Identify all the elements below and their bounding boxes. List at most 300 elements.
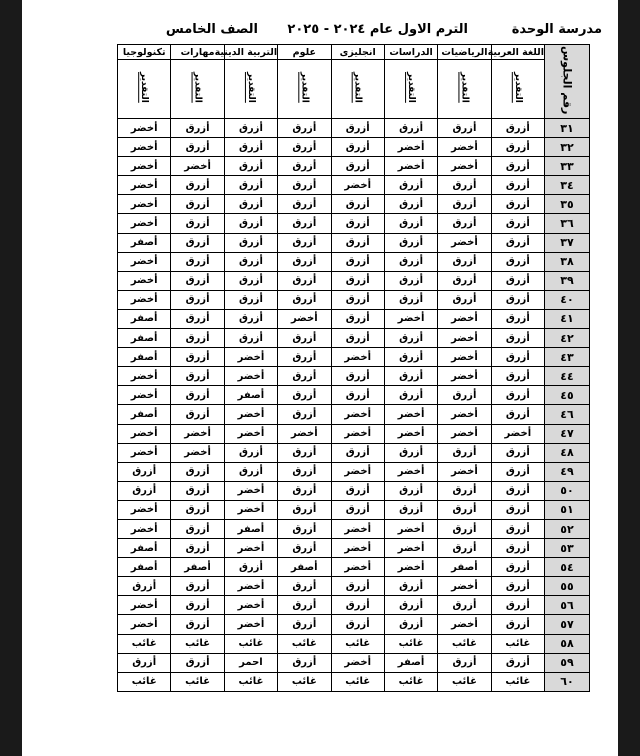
grade-cell: أصفر: [278, 558, 331, 577]
grade-cell: أزرق: [171, 214, 224, 233]
grade-cell: أزرق: [331, 214, 384, 233]
seat-number-cell: ٥٦: [545, 596, 590, 615]
estimate-header: [491, 60, 544, 119]
grade-cell: أخضر: [118, 271, 171, 290]
grade-cell: أزرق: [278, 348, 331, 367]
grade-cell: أزرق: [278, 119, 331, 138]
grade-cell: أزرق: [224, 214, 277, 233]
grade-cell: غائب: [278, 672, 331, 691]
grade-cell: أزرق: [278, 653, 331, 672]
grade-cell: أزرق: [171, 481, 224, 500]
grade-cell: أزرق: [384, 577, 437, 596]
grade-cell: أزرق: [491, 577, 544, 596]
grade-cell: أزرق: [331, 481, 384, 500]
grade-cell: أزرق: [384, 233, 437, 252]
grade-cell: أخضر: [384, 519, 437, 538]
grade-cell: أخضر: [438, 329, 491, 348]
grade-cell: أزرق: [278, 214, 331, 233]
grade-cell: غائب: [491, 672, 544, 691]
grade-cell: أزرق: [384, 271, 437, 290]
grade-cell: أخضر: [118, 443, 171, 462]
seat-number-cell: ٤١: [545, 309, 590, 328]
grade-cell: أزرق: [491, 157, 544, 176]
grade-cell: أزرق: [491, 233, 544, 252]
seat-number-cell: ٤٥: [545, 386, 590, 405]
subject-header: الدراسات: [384, 45, 437, 60]
grade-cell: أزرق: [171, 405, 224, 424]
grade-cell: أخضر: [118, 195, 171, 214]
table-row: [118, 329, 590, 348]
estimate-header: [384, 60, 437, 119]
grade-cell: أزرق: [438, 539, 491, 558]
grade-cell: أزرق: [491, 481, 544, 500]
grade-cell: أزرق: [171, 367, 224, 386]
grade-cell: أخضر: [224, 405, 277, 424]
grade-cell: أزرق: [331, 195, 384, 214]
grade-cell: أخضر: [384, 539, 437, 558]
table-row: [118, 214, 590, 233]
grade-cell: أخضر: [118, 500, 171, 519]
grade-cell: أخضر: [118, 157, 171, 176]
grade-cell: أخضر: [224, 424, 277, 443]
table-row: [118, 443, 590, 462]
grade-cell: أزرق: [171, 577, 224, 596]
grade-cell: أزرق: [438, 271, 491, 290]
grade-cell: أخضر: [331, 462, 384, 481]
grade-cell: أزرق: [171, 500, 224, 519]
grade-cell: أزرق: [438, 653, 491, 672]
grade-cell: أزرق: [278, 271, 331, 290]
grade-cell: أزرق: [118, 481, 171, 500]
school-name: مدرسة الوحدة: [511, 22, 602, 37]
grade-cell: غائب: [171, 672, 224, 691]
estimate-label: التقدير: [139, 72, 150, 103]
grade-cell: أزرق: [171, 233, 224, 252]
grade-cell: أزرق: [491, 615, 544, 634]
grade-cell: أخضر: [224, 367, 277, 386]
grade-cell: أخضر: [331, 653, 384, 672]
grade-cell: أخضر: [438, 233, 491, 252]
table-row: [118, 462, 590, 481]
grade-cell: أزرق: [118, 653, 171, 672]
grade-cell: أخضر: [438, 405, 491, 424]
estimate-label: التقدير: [245, 72, 256, 103]
grade-cell: أزرق: [278, 176, 331, 195]
seat-number-cell: ٥٤: [545, 558, 590, 577]
seat-number-cell: ٣٧: [545, 233, 590, 252]
grade-cell: أزرق: [171, 252, 224, 271]
seat-number-cell: ٥٣: [545, 539, 590, 558]
grade-cell: أخضر: [224, 577, 277, 596]
grade-cell: أزرق: [118, 462, 171, 481]
grade-cell: أخضر: [224, 481, 277, 500]
grade-cell: أزرق: [171, 309, 224, 328]
grade-cell: أخضر: [224, 539, 277, 558]
seat-number-cell: ٣٢: [545, 138, 590, 157]
grade-cell: أزرق: [171, 290, 224, 309]
grade-cell: أخضر: [491, 424, 544, 443]
table-row: [118, 405, 590, 424]
grade-cell: أخضر: [224, 596, 277, 615]
grade-cell: أزرق: [278, 367, 331, 386]
grades-table: [117, 44, 590, 692]
grade-cell: أخضر: [438, 615, 491, 634]
estimate-header: [331, 60, 384, 119]
grade-cell: أخضر: [384, 424, 437, 443]
grade-cell: أخضر: [384, 309, 437, 328]
grade-cell: أزرق: [331, 577, 384, 596]
grade-cell: أخضر: [118, 290, 171, 309]
grade-cell: أخضر: [224, 615, 277, 634]
grade-cell: أزرق: [331, 138, 384, 157]
grade-cell: أزرق: [278, 481, 331, 500]
grade-cell: أزرق: [278, 539, 331, 558]
grade-cell: أزرق: [224, 252, 277, 271]
grade-cell: أزرق: [171, 462, 224, 481]
estimate-label: التقدير: [352, 72, 363, 103]
grade-cell: أخضر: [118, 252, 171, 271]
grade-cell: أزرق: [278, 290, 331, 309]
seat-number-cell: ٥٥: [545, 577, 590, 596]
table-row: [118, 367, 590, 386]
seat-number-cell: ٤٤: [545, 367, 590, 386]
grade-cell: أزرق: [384, 176, 437, 195]
grade-cell: أصفر: [118, 233, 171, 252]
seat-number-cell: ٤٣: [545, 348, 590, 367]
estimate-header: [118, 60, 171, 119]
table-row: [118, 386, 590, 405]
grade-cell: أزرق: [491, 290, 544, 309]
grade-cell: أزرق: [224, 195, 277, 214]
seat-number-cell: ٣٣: [545, 157, 590, 176]
grade-cell: أزرق: [224, 176, 277, 195]
grade-cell: احمر: [224, 653, 277, 672]
grade-cell: أخضر: [384, 558, 437, 577]
grade-cell: أخضر: [118, 214, 171, 233]
grade-cell: غائب: [384, 672, 437, 691]
grade-cell: أزرق: [491, 309, 544, 328]
grade-cell: أزرق: [438, 481, 491, 500]
grade-cell: أزرق: [224, 271, 277, 290]
grade-cell: أزرق: [331, 615, 384, 634]
table-row: [118, 653, 590, 672]
grade-cell: أخضر: [331, 558, 384, 577]
grade-cell: غائب: [118, 672, 171, 691]
table-row: [118, 596, 590, 615]
grade-cell: أزرق: [224, 462, 277, 481]
grade-cell: أزرق: [331, 157, 384, 176]
table-row: [118, 271, 590, 290]
grade-cell: أزرق: [491, 519, 544, 538]
grade-cell: أزرق: [278, 157, 331, 176]
grade-cell: أزرق: [171, 138, 224, 157]
table-row: [118, 672, 590, 691]
grade-cell: أزرق: [224, 138, 277, 157]
grade-cell: غائب: [278, 634, 331, 653]
grade-cell: أزرق: [491, 386, 544, 405]
grade-cell: أزرق: [171, 615, 224, 634]
grade-cell: أخضر: [171, 157, 224, 176]
grade-cell: أزرق: [438, 386, 491, 405]
seat-number-cell: ٣٤: [545, 176, 590, 195]
grade-cell: أخضر: [331, 539, 384, 558]
grade-cell: أزرق: [278, 405, 331, 424]
grade-cell: أخضر: [384, 405, 437, 424]
grade-cell: أزرق: [331, 119, 384, 138]
grade-cell: أزرق: [491, 367, 544, 386]
grade-cell: أخضر: [438, 157, 491, 176]
grade-cell: أصفر: [118, 405, 171, 424]
grade-cell: أزرق: [438, 443, 491, 462]
grade-cell: أزرق: [491, 596, 544, 615]
grade-cell: أزرق: [491, 443, 544, 462]
grade-cell: أزرق: [438, 176, 491, 195]
seat-number-cell: ٤٦: [545, 405, 590, 424]
grade-cell: أزرق: [278, 233, 331, 252]
grade-cell: أزرق: [491, 348, 544, 367]
grade-cell: أزرق: [278, 138, 331, 157]
grade-cell: أزرق: [491, 271, 544, 290]
seat-number-cell: ٤٢: [545, 329, 590, 348]
grade-cell: أزرق: [171, 271, 224, 290]
grade-cell: أزرق: [171, 348, 224, 367]
grade-cell: أزرق: [278, 519, 331, 538]
grade-title: الصف الخامس: [165, 22, 258, 37]
seat-number-cell: ٣٨: [545, 252, 590, 271]
grade-cell: أخضر: [438, 577, 491, 596]
grade-cell: غائب: [331, 634, 384, 653]
grade-cell: أزرق: [384, 386, 437, 405]
seat-number-cell: ٤٧: [545, 424, 590, 443]
seat-number-header: [545, 45, 590, 119]
grade-cell: أزرق: [171, 539, 224, 558]
grade-cell: أزرق: [224, 157, 277, 176]
grade-cell: أزرق: [331, 271, 384, 290]
table-row: [118, 290, 590, 309]
grade-cell: أزرق: [491, 138, 544, 157]
grade-cell: غائب: [118, 634, 171, 653]
grade-cell: أزرق: [438, 500, 491, 519]
grade-cell: أصفر: [118, 539, 171, 558]
subject-header: مهارات: [171, 45, 224, 60]
grade-cell: أزرق: [278, 615, 331, 634]
table-row: [118, 539, 590, 558]
grade-cell: أخضر: [224, 348, 277, 367]
grade-cell: غائب: [491, 634, 544, 653]
table-row: [118, 500, 590, 519]
estimate-label: التقدير: [299, 72, 310, 103]
grade-cell: أزرق: [224, 309, 277, 328]
grade-cell: أخضر: [118, 596, 171, 615]
seat-number-cell: ٥٩: [545, 653, 590, 672]
grade-cell: أزرق: [491, 214, 544, 233]
grade-cell: أزرق: [331, 252, 384, 271]
subject-header: علوم: [278, 45, 331, 60]
grade-cell: أخضر: [438, 424, 491, 443]
grade-cell: أزرق: [384, 119, 437, 138]
grade-cell: أصفر: [118, 558, 171, 577]
grade-cell: أخضر: [384, 138, 437, 157]
seat-number-cell: ٥٢: [545, 519, 590, 538]
grade-cell: أزرق: [171, 195, 224, 214]
table-row: [118, 615, 590, 634]
estimate-header: [224, 60, 277, 119]
grade-cell: أزرق: [384, 329, 437, 348]
grade-cell: أزرق: [384, 252, 437, 271]
table-row: [118, 157, 590, 176]
estimate-header: [278, 60, 331, 119]
grade-cell: أخضر: [118, 176, 171, 195]
grade-cell: أزرق: [331, 233, 384, 252]
grade-cell: غائب: [331, 672, 384, 691]
grade-cell: غائب: [438, 672, 491, 691]
grade-cell: أصفر: [224, 519, 277, 538]
grade-cell: أزرق: [171, 596, 224, 615]
grade-cell: غائب: [224, 634, 277, 653]
grade-cell: أزرق: [491, 329, 544, 348]
grade-cell: أزرق: [278, 596, 331, 615]
seat-number-header-label: رقم الجلوس: [560, 45, 574, 115]
grade-cell: أزرق: [438, 252, 491, 271]
grade-cell: أصفر: [118, 329, 171, 348]
grade-cell: أزرق: [224, 558, 277, 577]
grade-cell: أزرق: [384, 214, 437, 233]
subject-header: الرياضيات: [438, 45, 491, 60]
grade-cell: أزرق: [278, 462, 331, 481]
grade-cell: أزرق: [384, 615, 437, 634]
grade-cell: أخضر: [384, 157, 437, 176]
grade-cell: أزرق: [331, 329, 384, 348]
grade-cell: غائب: [171, 634, 224, 653]
grade-cell: أزرق: [384, 348, 437, 367]
grade-cell: أزرق: [331, 443, 384, 462]
grade-cell: أزرق: [491, 500, 544, 519]
grade-cell: أزرق: [171, 329, 224, 348]
seat-number-cell: ٤٩: [545, 462, 590, 481]
grade-cell: أزرق: [491, 405, 544, 424]
grade-cell: أزرق: [224, 290, 277, 309]
seat-number-cell: ٥٨: [545, 634, 590, 653]
grade-cell: أزرق: [384, 195, 437, 214]
table-row: [118, 176, 590, 195]
grade-cell: أخضر: [171, 424, 224, 443]
grade-cell: أزرق: [438, 119, 491, 138]
grade-cell: أزرق: [384, 290, 437, 309]
grade-cell: أزرق: [118, 577, 171, 596]
grade-cell: أخضر: [118, 615, 171, 634]
estimate-header: [438, 60, 491, 119]
grade-cell: أزرق: [278, 329, 331, 348]
grade-cell: أزرق: [171, 119, 224, 138]
grade-cell: غائب: [224, 672, 277, 691]
grade-cell: غائب: [438, 634, 491, 653]
grade-cell: أزرق: [331, 309, 384, 328]
table-row: [118, 577, 590, 596]
document-page: [22, 0, 618, 756]
estimate-label: التقدير: [459, 72, 470, 103]
grade-cell: أخضر: [118, 367, 171, 386]
grade-cell: أصفر: [384, 653, 437, 672]
subject-header: التربية الدينية: [214, 46, 278, 58]
grade-cell: أزرق: [438, 596, 491, 615]
grade-cell: أزرق: [278, 386, 331, 405]
term-title: الترم الاول عام ٢٠٢٤ - ٢٠٢٥: [287, 22, 468, 37]
table-row: [118, 634, 590, 653]
grade-cell: أخضر: [278, 309, 331, 328]
grade-cell: أزرق: [331, 386, 384, 405]
grade-cell: أزرق: [331, 367, 384, 386]
grade-cell: أزرق: [491, 195, 544, 214]
grade-cell: أزرق: [224, 233, 277, 252]
grade-cell: أزرق: [438, 214, 491, 233]
grade-cell: غائب: [384, 634, 437, 653]
table-row: [118, 252, 590, 271]
grade-cell: أخضر: [438, 367, 491, 386]
subject-header: اللغة العربية: [487, 46, 544, 58]
grade-cell: أخضر: [224, 500, 277, 519]
estimate-label: التقدير: [512, 72, 523, 103]
table-row: [118, 309, 590, 328]
grade-cell: أخضر: [331, 519, 384, 538]
seat-number-cell: ٣١: [545, 119, 590, 138]
grade-cell: أزرق: [171, 653, 224, 672]
grade-cell: أخضر: [278, 424, 331, 443]
table-row: [118, 119, 590, 138]
grade-cell: أزرق: [278, 443, 331, 462]
grade-cell: أزرق: [278, 195, 331, 214]
grade-cell: أزرق: [384, 500, 437, 519]
estimate-label: التقدير: [406, 72, 417, 103]
grade-cell: أصفر: [438, 558, 491, 577]
grade-cell: أخضر: [118, 386, 171, 405]
grade-cell: أزرق: [491, 252, 544, 271]
seat-number-cell: ٥١: [545, 500, 590, 519]
grade-cell: أزرق: [491, 539, 544, 558]
grade-cell: أزرق: [384, 443, 437, 462]
grade-cell: أزرق: [278, 500, 331, 519]
subject-header: انجليزى: [331, 45, 384, 60]
grade-cell: أصفر: [224, 386, 277, 405]
grade-cell: أزرق: [438, 290, 491, 309]
grade-cell: أخضر: [331, 176, 384, 195]
grade-cell: أخضر: [438, 462, 491, 481]
grade-cell: أزرق: [438, 195, 491, 214]
estimate-header-row: [118, 60, 590, 119]
grade-cell: أزرق: [491, 176, 544, 195]
grade-cell: أزرق: [491, 558, 544, 577]
seat-number-cell: ٣٩: [545, 271, 590, 290]
grade-cell: أخضر: [331, 348, 384, 367]
grade-cell: أخضر: [118, 519, 171, 538]
grade-cell: أزرق: [171, 176, 224, 195]
grade-cell: أزرق: [491, 119, 544, 138]
grade-cell: أزرق: [224, 119, 277, 138]
table-row: [118, 519, 590, 538]
table-row: [118, 195, 590, 214]
grade-cell: أخضر: [171, 443, 224, 462]
table-row: [118, 481, 590, 500]
grade-cell: أزرق: [224, 443, 277, 462]
grade-cell: أزرق: [278, 252, 331, 271]
grade-cell: أخضر: [438, 348, 491, 367]
document-header: [22, 22, 618, 44]
table-row: [118, 348, 590, 367]
seat-number-cell: ٥٠: [545, 481, 590, 500]
grade-cell: أزرق: [171, 386, 224, 405]
seat-number-cell: ٤٨: [545, 443, 590, 462]
grade-cell: أصفر: [118, 309, 171, 328]
grade-cell: أخضر: [438, 309, 491, 328]
